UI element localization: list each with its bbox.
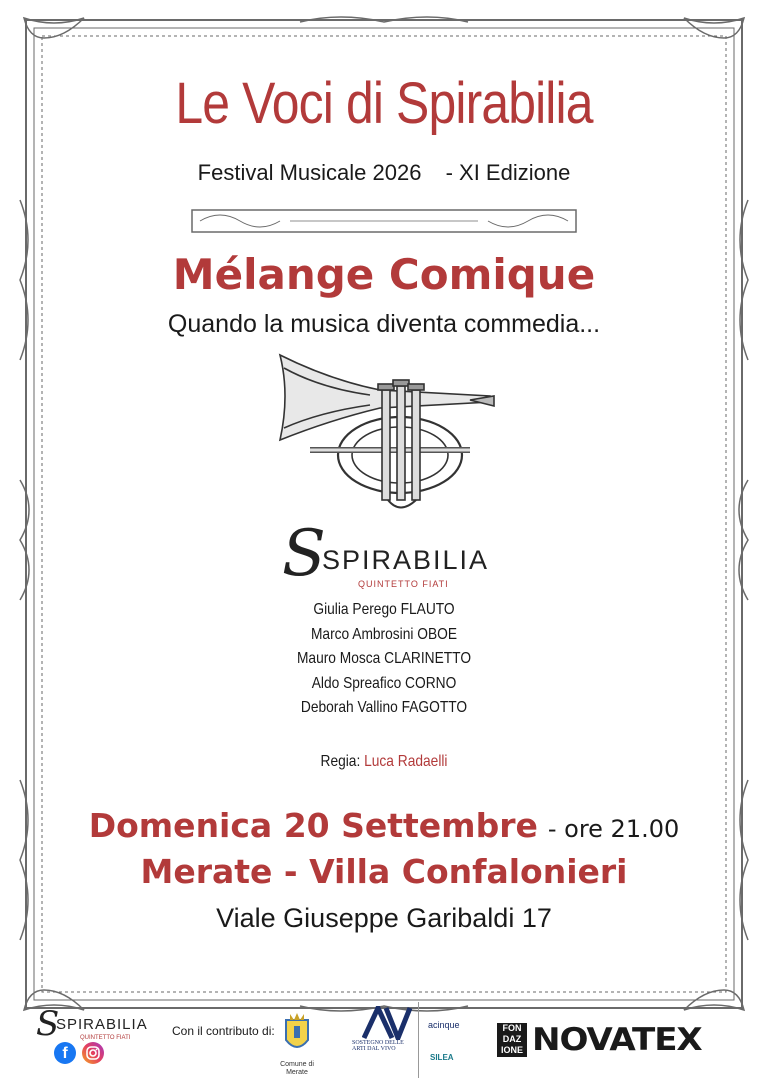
acinque-logo: acinque <box>428 1020 460 1030</box>
av-logo-icon <box>362 1006 412 1040</box>
facebook-icon[interactable]: f <box>54 1042 76 1064</box>
footer-logo-wordmark: SPIRABILIA <box>56 1016 148 1033</box>
director-credit <box>54 753 714 771</box>
regia-label: Regia: <box>320 753 361 770</box>
logo-wordmark: SPIRABILIA <box>322 545 490 575</box>
comune-label: Comune di Merate <box>280 1061 314 1076</box>
event-time: - ore 21.00 <box>547 815 680 843</box>
member-item: Giulia Perego FLAUTO <box>313 601 455 618</box>
silea-logo: SILEA <box>430 1053 454 1062</box>
show-subtitle: Quando la musica diventa commedia... <box>167 310 601 338</box>
spirabilia-logo <box>282 517 490 591</box>
festival-title: Le Voci di Spirabilia <box>175 71 593 136</box>
member-list <box>54 598 714 721</box>
edition-label: - XI Edizione <box>445 160 571 185</box>
logo-initial: S <box>282 517 326 591</box>
footer-logo-initial: S <box>36 1004 60 1044</box>
event-address: Viale Giuseppe Garibaldi 17 <box>216 903 552 933</box>
contribution-label: Con il contributo di: <box>172 1024 275 1038</box>
fondazione-logo: FON DAZ IONE <box>497 1023 527 1057</box>
sostegno-label: SOSTEGNO DELLE ARTI DAL VIVO <box>352 1040 404 1052</box>
event-date: Domenica 20 Settembre <box>88 806 538 845</box>
member-item: Marco Ambrosini OBOE <box>310 625 458 643</box>
comune-crest-icon <box>282 1010 312 1058</box>
show-title: Mélange Comique <box>172 250 596 299</box>
festival-subtitle <box>0 160 768 186</box>
footer-logo-tagline: QUINTETTO FIATI <box>80 1035 131 1041</box>
regia-name: Luca Radaelli <box>364 753 448 770</box>
logo-tagline: QUINTETTO FIATI <box>358 579 449 589</box>
member-item: Deborah Vallino FAGOTTO <box>300 699 468 716</box>
event-date-line <box>0 806 768 845</box>
member-item: Aldo Spreafico CORNO <box>311 674 457 692</box>
novatex-logo: NOVATEX <box>532 1022 702 1058</box>
cornet-illustration-icon <box>270 350 498 520</box>
festival-name: Festival Musicale 2026 <box>197 160 422 185</box>
instagram-icon[interactable] <box>82 1042 104 1064</box>
event-place: Merate - Villa Confalonieri <box>140 852 628 891</box>
logo-divider <box>418 1002 419 1078</box>
member-item: Mauro Mosca CLARINETTO <box>296 650 472 667</box>
